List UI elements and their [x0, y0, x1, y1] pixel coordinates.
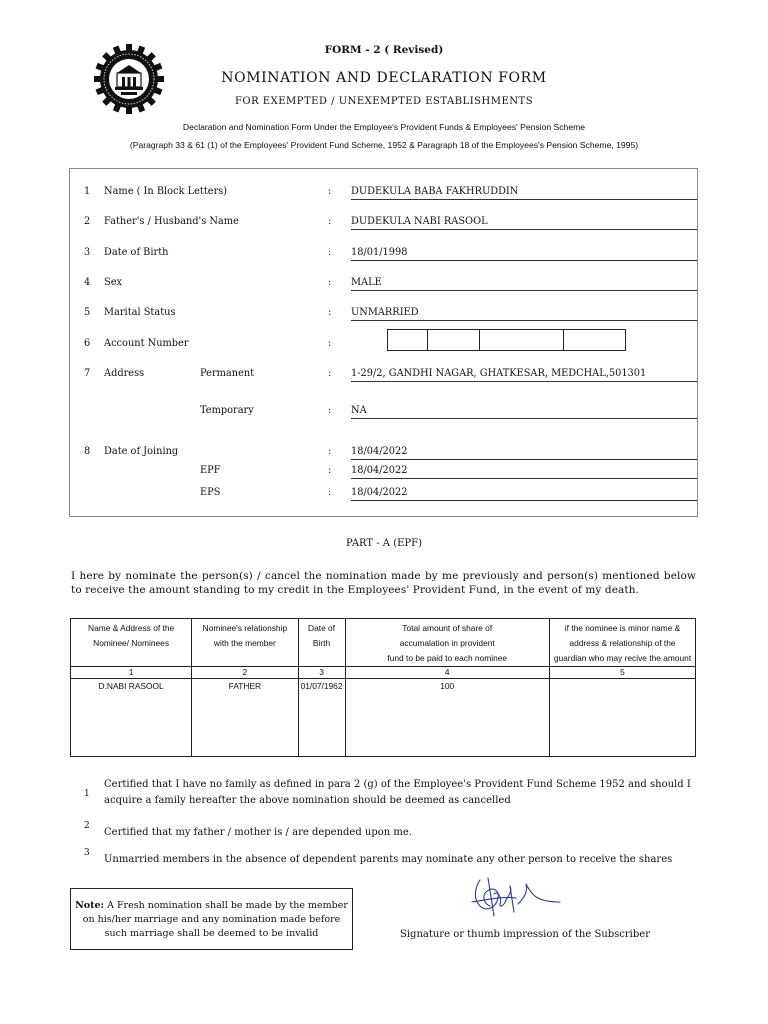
note-box — [70, 888, 353, 950]
field-number: 2 — [84, 216, 91, 227]
field-number: 6 — [84, 338, 91, 349]
nominee-guardian-cell[interactable] — [549, 679, 695, 757]
header-line: if the nominee is minor name & — [564, 623, 681, 633]
header-guardian — [549, 619, 695, 667]
field-colon: : — [328, 186, 332, 197]
field-colon: : — [328, 216, 332, 227]
account-number-cell[interactable] — [480, 330, 563, 350]
field-number: 8 — [84, 446, 91, 457]
account-number-cell[interactable] — [388, 330, 428, 350]
signature-caption: Signature or thumb impression of the Subscriber — [400, 929, 650, 940]
field-colon: : — [328, 368, 332, 379]
header-line: fund to be paid to each nominee — [387, 653, 508, 663]
field-label-father-name: Father's / Husband's Name — [104, 216, 239, 227]
field-value-permanent-address[interactable]: 1-29/2, GANDHI NAGAR, GHATKESAR, MEDCHAL,501301 — [351, 368, 697, 382]
field-number: 5 — [84, 307, 91, 318]
form-number: FORM - 2 ( Revised) — [324, 44, 444, 56]
field-label-epf: EPF — [200, 465, 221, 476]
certification-text-unmarried-members: Unmarried members in the absence of dependent parents may nominate any other person to receive the shares — [104, 854, 673, 865]
field-colon: : — [328, 446, 332, 457]
signature-icon — [466, 876, 562, 920]
field-colon: : — [328, 277, 332, 288]
form-description-line2: (Paragraph 33 & 61 (1) of the Employees' Provident Fund Scheme, 1952 & Paragraph 18 of the Employees's Pension Scheme, 1995) — [129, 140, 639, 150]
header-line: accumalation in provident — [399, 638, 495, 648]
nominee-share-cell[interactable]: 100 — [345, 679, 549, 757]
nomination-intro-text: I here by nominate the person(s) / cancel the nomination made by me previously and person(s) mentioned below to receive the amount standing to my credit in the Employees' Provident Fund, in the event of my death. — [71, 570, 696, 596]
part-a-heading: PART - A (EPF) — [346, 538, 422, 549]
field-colon: : — [328, 307, 332, 318]
table-row — [71, 679, 696, 757]
nominee-table-number-row — [71, 667, 696, 679]
field-value-sex[interactable]: MALE — [351, 277, 697, 291]
field-colon: : — [328, 487, 332, 498]
field-value-epf-date[interactable]: 18/04/2022 — [351, 465, 697, 479]
nominee-table — [70, 618, 696, 757]
account-number-cell[interactable] — [428, 330, 481, 350]
header-line: Total amount of share of — [402, 623, 493, 633]
form-description-line1: Declaration and Nomination Form Under the Employee's Provident Funds & Employees' Pension Scheme — [182, 122, 586, 132]
certification-number: 3 — [84, 848, 90, 858]
field-colon: : — [328, 405, 332, 416]
field-number: 1 — [84, 186, 91, 197]
header-relationship — [192, 619, 298, 667]
column-number: 2 — [192, 667, 298, 679]
field-value-eps-date[interactable]: 18/04/2022 — [351, 487, 697, 501]
header-name-address — [71, 619, 192, 667]
field-label-temporary-address: Temporary — [200, 405, 254, 416]
field-number: 4 — [84, 277, 91, 288]
field-value-dob[interactable]: 18/01/1998 — [351, 247, 697, 261]
header-dob — [298, 619, 345, 667]
field-colon: : — [328, 338, 332, 349]
header-line: Nominee/ Nominees — [93, 638, 170, 648]
field-number: 7 — [84, 368, 91, 379]
column-number: 4 — [345, 667, 549, 679]
field-colon: : — [328, 465, 332, 476]
certification-number: 2 — [84, 821, 90, 831]
nominee-relationship-cell[interactable]: FATHER — [192, 679, 298, 757]
nominee-name-cell[interactable]: D.NABI RASOOL — [71, 679, 192, 757]
account-number-cell[interactable] — [564, 330, 625, 350]
field-number: 3 — [84, 247, 91, 258]
field-value-marital-status[interactable]: UNMARRIED — [351, 307, 697, 321]
nominee-dob-cell[interactable]: 01/07/1962 — [298, 679, 345, 757]
certification-text-dependent-parents: Certified that my father / mother is / are depended upon me. — [104, 827, 412, 838]
header-line: Nominee's relationship — [202, 623, 288, 633]
column-number: 5 — [549, 667, 695, 679]
column-number: 1 — [71, 667, 192, 679]
field-label-eps: EPS — [200, 487, 221, 498]
note-label: Note: — [75, 900, 105, 911]
field-label-marital-status: Marital Status — [104, 307, 176, 318]
field-colon: : — [328, 247, 332, 258]
field-label-account-number: Account Number — [104, 338, 189, 349]
field-label-permanent-address: Permanent — [200, 368, 255, 379]
form-subtitle: FOR EXEMPTED / UNEXEMPTED ESTABLISHMENTS — [234, 96, 534, 107]
form-title: NOMINATION AND DECLARATION FORM — [221, 70, 547, 86]
field-label-address: Address — [104, 368, 145, 379]
field-value-date-of-joining[interactable]: 18/04/2022 — [351, 446, 697, 460]
certification-number: 1 — [84, 789, 90, 799]
header-line: Name & Address of the — [88, 623, 175, 633]
field-label-dob: Date of Birth — [104, 247, 169, 258]
note-text: A Fresh nomination shall be made by the member on his/her marriage and any nomination made before such marriage shall be deemed to be invalid — [82, 900, 348, 939]
field-label-name: Name ( In Block Letters) — [104, 186, 228, 197]
header-line: guardian who may recive the amount — [553, 653, 692, 663]
field-label-date-of-joining: Date of Joining — [104, 446, 179, 457]
field-label-sex: Sex — [104, 277, 123, 288]
header-line: Date of — [308, 623, 336, 633]
header-share-amount — [345, 619, 549, 667]
header-line: Birth — [312, 638, 331, 648]
field-value-father-name[interactable]: DUDEKULA NABI RASOOL — [351, 216, 697, 230]
header-line: address & relationship of the — [569, 638, 676, 648]
field-value-temporary-address[interactable]: NA — [351, 405, 697, 419]
certification-text-no-family: Certified that I have no family as defined in para 2 (g) of the Employee's Provident Fund Scheme 1952 and should I acquire a family hereafter the above nomination should be deemed as cancelled — [104, 779, 691, 806]
account-number-boxes[interactable] — [387, 329, 626, 351]
column-number: 3 — [298, 667, 345, 679]
field-value-name[interactable]: DUDEKULA BABA FAKHRUDDIN — [351, 186, 697, 200]
nominee-table-header-row — [71, 619, 696, 667]
header-line: with the member — [213, 638, 276, 648]
